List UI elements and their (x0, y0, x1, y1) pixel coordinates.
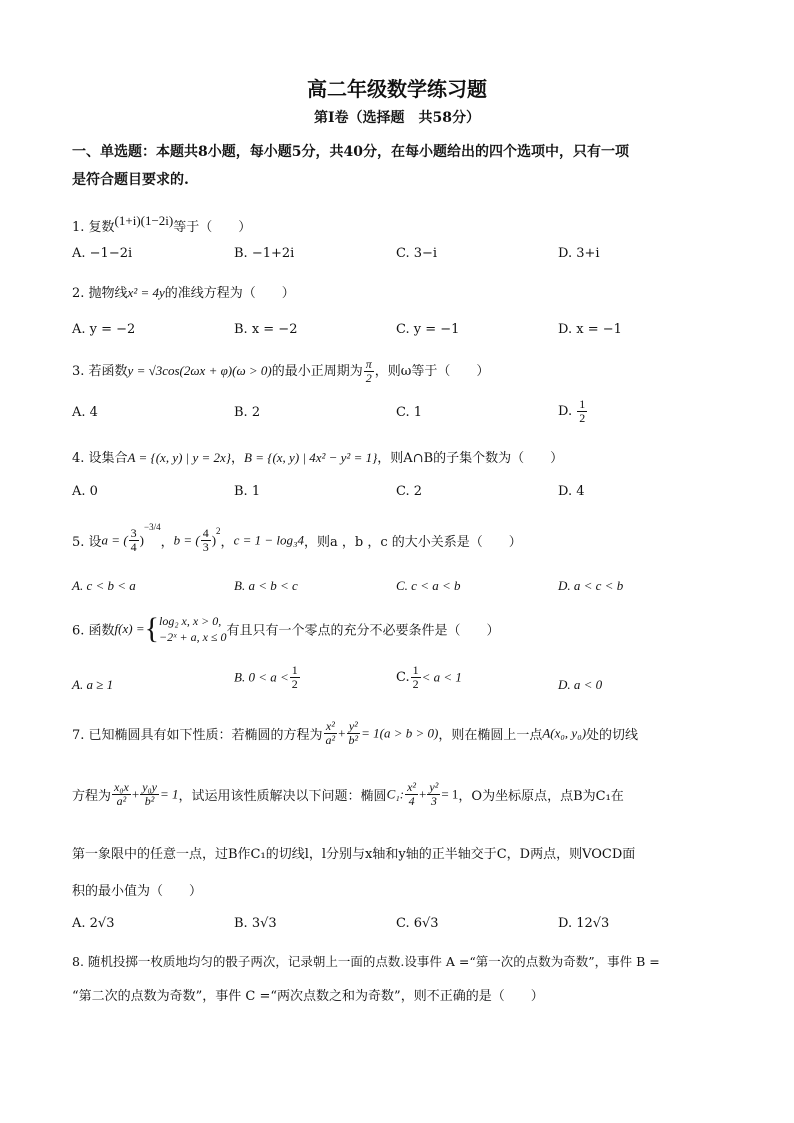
q5-option-d: D. a < c < b (558, 578, 624, 593)
section-instructions-line1: 一、单选题：本题共8小题，每小题5分，共40分，在每小题给出的四个选项中，只有一项 (72, 144, 629, 160)
q2-prefix: 2. 抛物线 (72, 286, 128, 301)
q7-l2-frac-y (140, 781, 159, 808)
question-8-line-1: 8. 随机投掷一枚质地均匀的骰子两次，记录朝上一面的点数.设事件 A =“第一次的点数为奇数”，事件 B = (72, 954, 660, 969)
q5-a-fraction (129, 527, 139, 554)
q1-option-d: D. 3+i (558, 246, 600, 261)
q6-option-c (396, 664, 462, 691)
question-1 (72, 213, 251, 235)
q4-option-c: C. 2 (396, 484, 423, 499)
q7-l1-suffix: 处的切线 (586, 728, 639, 743)
q7-option-a: A. 2√3 (72, 916, 115, 931)
q7-l2-frac-y3-den: 3 (430, 794, 437, 808)
q2-option-c: C. y = −1 (396, 322, 460, 337)
q5-a-denominator: 4 (130, 540, 137, 554)
q7-option-d: D. 12√3 (558, 916, 610, 931)
q7-l2-ellipse-name: C₁: (386, 786, 405, 802)
q6-optb-fraction (290, 664, 300, 691)
q6-optc-denominator: 2 (412, 677, 419, 691)
q5-b-numerator: 4 (202, 526, 209, 540)
q6-optc-fraction (411, 664, 421, 691)
q4-prefix: 4. 设集合 (72, 451, 128, 466)
q1-suffix: 等于（ ） (173, 220, 252, 235)
q5-a-numerator: 3 (130, 526, 137, 540)
question-7-line-1 (72, 720, 638, 747)
q7-l1-frac-y-num: y² (347, 720, 361, 734)
q1-option-a: A. −1−2i (72, 246, 133, 261)
q6-option-a: A. a ≥ 1 (72, 677, 114, 692)
q7-l2-frac-x4 (405, 781, 418, 808)
q7-l1-point: A(x₀, y₀) (542, 725, 587, 741)
q7-l1-frac-y-den: b² (348, 733, 359, 747)
q6-option-d: D. a < 0 (558, 677, 603, 692)
q7-l2-frac-y-den: b² (144, 794, 155, 808)
q6-optc-postfix: < a < 1 (421, 669, 462, 685)
q7-l1-frac-x-num: x² (324, 720, 338, 734)
q2-option-a: A. y = −2 (72, 322, 136, 337)
q7-l2-frac-x4-den: 4 (408, 794, 415, 808)
q7-l2-eq2: = 1 (441, 786, 459, 802)
q3-option-b: B. 2 (234, 405, 261, 420)
q3-option-d (558, 398, 588, 425)
q3-expression: y = √3cos(2ωx + φ)(ω > 0) (127, 363, 272, 378)
q7-l2-frac-x4-num: x² (407, 780, 417, 794)
q7-l1-mid: ，则在椭圆上一点 (438, 728, 543, 743)
q7-l2-frac-x (112, 781, 131, 808)
q3-frac-numerator: π (365, 357, 372, 371)
q7-l1-plus: + (338, 725, 346, 741)
q7-l2-eq: = 1 (160, 786, 179, 802)
q6-case-2: −2ˣ + a, x ≤ 0 (159, 630, 227, 644)
q3-option-d-label: D. (558, 404, 573, 419)
q5-b-lhs: b = ( (173, 532, 200, 548)
q6-optc-numerator: 1 (412, 663, 419, 677)
page-title: 高二年级数学练习题 (307, 77, 487, 101)
q3-mid: 的最小正周期为 (271, 364, 363, 379)
q4-option-a: A. 0 (72, 484, 98, 499)
q7-l2-suffix: ，O为坐标原点，点B为C₁在 (458, 789, 624, 804)
q6-option-b (234, 664, 301, 691)
q5-b-denominator: 3 (202, 540, 209, 554)
q6-prefix: 6. 函数 (72, 623, 115, 639)
q5-suffix: ，则a ，b ，c 的大小关系是（ ） (304, 535, 522, 550)
q7-l1-prefix: 7. 已知椭圆具有如下性质：若椭圆的方程为 (72, 728, 323, 743)
q3-optd-denominator: 2 (579, 411, 586, 425)
q6-optc-label: C. (396, 670, 410, 685)
q7-option-b: B. 3√3 (234, 916, 277, 931)
q5-sep2: ， (220, 535, 234, 550)
q5-option-c: C. c < a < b (396, 578, 461, 593)
question-7-line-3: 第一象限中的任意一点，过B作C₁的切线l，l分别与x轴和y轴的正半轴交于C，D两点，则VOCD面 (72, 847, 636, 862)
q5-c-expression: c = 1 − log₃4 (233, 532, 305, 548)
q5-b-rhs: ) (211, 532, 217, 548)
q3-option-a: A. 4 (72, 405, 98, 420)
q5-a-rhs: ) (139, 532, 144, 548)
q7-l2-frac-y3 (427, 781, 440, 808)
question-5 (72, 522, 522, 554)
q7-l2-mid: ，试运用该性质解决以下问题：椭圆 (178, 789, 387, 804)
q4-option-b: B. 1 (234, 484, 261, 499)
q3-period-fraction (364, 358, 374, 385)
q5-option-a: A. c < b < a (72, 578, 136, 593)
q5-option-b: B. a < b < c (234, 578, 298, 593)
q6-suffix: 有且只有一个零点的充分不必要条件是（ ） (226, 623, 500, 639)
q6-optb-numerator: 1 (291, 663, 298, 677)
q7-l2-frac-x-den: a² (116, 794, 127, 808)
q6-optb-denominator: 2 (291, 677, 298, 691)
paper-section-subtitle: 第Ⅰ卷（选择题 共58分） (313, 110, 481, 126)
q7-l1-frac-x (324, 720, 338, 747)
q3-prefix: 3. 若函数 (72, 364, 128, 379)
question-8-line-2: “第二次的点数为奇数”，事件 C =“两次点数之和为奇数”，则不正确的是（ ） (72, 989, 544, 1004)
q6-lhs: f(x) = (114, 621, 145, 636)
q7-l2-frac-x-num: x₀x (114, 780, 129, 794)
question-4 (72, 447, 563, 466)
q6-case-1: log₂ x, x > 0, (159, 614, 222, 628)
q7-l1-frac-y (347, 720, 361, 747)
q4-separator: ， (231, 451, 245, 466)
q4-option-d: D. 4 (558, 484, 585, 499)
q7-l2-plus2: + (419, 786, 427, 802)
q1-option-c: C. 3−i (396, 246, 438, 261)
q7-l2-prefix: 方程为 (72, 789, 112, 804)
q6-optb-prefix: B. 0 < a < (234, 669, 289, 685)
q2-option-b: B. x = −2 (234, 322, 298, 337)
q3-option-c: C. 1 (396, 405, 423, 420)
q7-l1-eq: = 1(a > b > 0) (361, 725, 439, 741)
question-6 (72, 612, 500, 646)
q5-a-lhs: a = ( (101, 532, 128, 548)
q2-suffix: 的准线方程为（ ） (164, 286, 295, 301)
q7-l1-frac-x-den: a² (325, 733, 336, 747)
q2-option-d: D. x = −1 (558, 322, 622, 337)
q5-sep1: ， (160, 535, 174, 550)
q7-l2-frac-y-num: y₀y (142, 780, 158, 794)
question-7-line-2 (72, 781, 624, 808)
q5-b-exponent: 2 (216, 526, 221, 536)
q1-prefix: 1. 复数 (72, 220, 115, 235)
q3-option-d-fraction (577, 398, 587, 425)
question-7-line-4: 积的最小值为（ ） (72, 884, 203, 899)
q5-b-fraction (201, 527, 211, 554)
q5-prefix: 5. 设 (72, 535, 102, 550)
q3-suffix: ，则ω等于（ ） (374, 364, 490, 379)
question-3 (72, 358, 489, 385)
q4-suffix: ，则A∩B的子集个数为（ ） (377, 451, 564, 466)
q6-brace: { (144, 612, 160, 645)
q7-l2-plus: + (131, 786, 140, 802)
q4-set-a: A = {(x, y) | y = 2x} (127, 450, 232, 465)
q7-l2-frac-y3-num: y² (429, 780, 439, 794)
q3-optd-numerator: 1 (579, 397, 586, 411)
q2-expression: x² = 4y (127, 285, 165, 300)
q1-option-b: B. −1+2i (234, 246, 295, 261)
q3-frac-denominator: 2 (365, 371, 372, 385)
q7-option-c: C. 6√3 (396, 916, 439, 931)
q4-set-b: B = {(x, y) | 4x² − y² = 1} (244, 450, 378, 465)
question-2 (72, 282, 295, 301)
section-instructions-line2: 是符合题目要求的. (72, 172, 189, 188)
q1-expression: (1+i)(1−2i) (114, 213, 174, 228)
q5-a-exponent: −3/4 (144, 522, 161, 532)
